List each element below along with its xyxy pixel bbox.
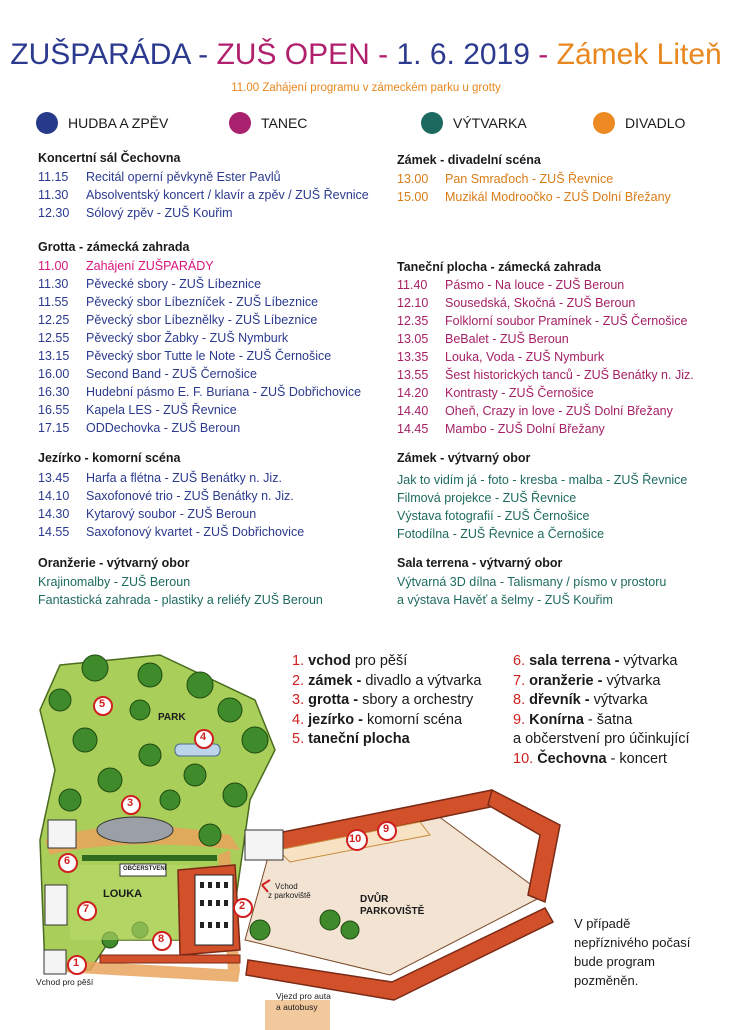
section-title-zamek-divadlo: Zámek - divadelní scéna (397, 153, 541, 167)
legend-place: vchod (308, 653, 351, 669)
schedule-row (38, 383, 361, 401)
legend-label: TANEC (261, 115, 308, 131)
legend-number: 6. (513, 653, 526, 669)
legend-number: 8. (513, 692, 526, 708)
schedule-row: Jak to vidím já - foto - kresba - malba - ZUŠ Řevnice (397, 473, 688, 487)
row-text: Kapela LES - ZUŠ Řevnice (86, 403, 237, 417)
map-label-entrance-parking: Vchod (275, 882, 298, 891)
map-marker-8: 8 (158, 933, 165, 945)
map-label-louka: LOUKA (103, 888, 143, 900)
map-marker-7: 7 (83, 903, 90, 915)
row-text: Pěvecký sbor Líbeznělky - ZUŠ Líbeznice (86, 313, 318, 327)
schedule-row (38, 186, 369, 204)
row-time: 12.55 (38, 331, 70, 345)
legend-place: zámek - (308, 672, 362, 689)
legend-label: VÝTVARKA (453, 115, 527, 131)
title-separator: - (369, 38, 397, 71)
map-legend-item (513, 652, 690, 672)
schedule-row (397, 312, 687, 330)
row-time: 16.00 (38, 367, 70, 381)
legend-place: Čechovna (537, 750, 607, 767)
row-time: 11.30 (38, 188, 69, 202)
schedule-row (38, 523, 304, 541)
schedule-row: Filmová projekce - ZUŠ Řevnice (397, 491, 577, 505)
row-text: Pěvecký sbor Tutte le Note - ZUŠ Černošice (86, 349, 332, 363)
row-time: 14.55 (38, 525, 70, 539)
map-legend-item (292, 691, 481, 711)
row-text: Louka, Voda - ZUŠ Nymburk (445, 350, 605, 364)
legend-place: Konírna (529, 711, 584, 728)
row-time: 11.00 (38, 259, 69, 273)
legend-item-hudba (36, 108, 168, 138)
legend-dot (421, 112, 443, 134)
row-text: Sólový zpěv - ZUŠ Kouřim (86, 206, 233, 220)
schedule-row: Výstava fotografií - ZUŠ Černošice (397, 509, 590, 523)
row-text: Pásmo - Na louce - ZUŠ Beroun (445, 278, 625, 292)
title-part-zusparada: ZUŠPARÁDA (10, 38, 190, 71)
row-text: Saxofonové trio - ZUŠ Benátky n. Jiz. (86, 489, 294, 503)
row-time: 17.15 (38, 421, 70, 435)
map-marker-9: 9 (383, 823, 390, 835)
legend-desc: pro pěší (350, 653, 408, 669)
legend-number: 10. (513, 750, 534, 767)
grotta (97, 817, 173, 843)
legend-desc: divadlo a výtvarka (361, 672, 482, 689)
legend-desc: sbory a orchestry (358, 692, 474, 708)
row-text: Kontrasty - ZUŠ Černošice (445, 386, 594, 400)
row-time: 14.20 (397, 386, 429, 400)
map-legend-item (513, 711, 690, 731)
legend-dot (229, 112, 251, 134)
section-title-sala-terrena: Sala terrena - výtvarný obor (397, 556, 563, 570)
map-label-park: PARK (158, 712, 186, 723)
row-time: 13.55 (397, 368, 429, 382)
map-marker-10: 10 (349, 833, 362, 845)
row-text: Second Band - ZUŠ Černošice (86, 367, 257, 381)
legend-dot (593, 112, 615, 134)
row-text: BeBalet - ZUŠ Beroun (445, 332, 569, 346)
title-part-venue: Zámek Liteň (556, 38, 722, 71)
legend-desc: - šatna (583, 711, 633, 728)
legend-desc: a občerstvení pro účinkující (513, 731, 690, 747)
pavilion-gate (44, 950, 66, 974)
row-text: Oheň, Crazy in love - ZUŠ Dolní Břežany (445, 404, 673, 418)
row-time: 14.45 (397, 422, 429, 436)
row-time: 14.30 (38, 507, 70, 521)
legend-place: dřevník - (529, 692, 590, 708)
map-legend-item (292, 652, 481, 672)
map-legend-item (292, 672, 481, 692)
schedule-row (38, 401, 237, 419)
schedule-row (38, 487, 294, 505)
section-title-grotta: Grotta - zámecká zahrada (38, 240, 190, 254)
row-time: 11.55 (38, 295, 69, 309)
map-label-vehicle-entrance: Vjezd pro auta (276, 991, 331, 1001)
legend-desc: výtvarka (602, 672, 661, 689)
schedule-row (397, 420, 605, 438)
row-text: Absolventský koncert / klavír a zpěv / ZUŠ Řevnice (86, 188, 369, 202)
schedule-row (38, 329, 288, 347)
schedule-row (38, 293, 318, 311)
schedule-row (38, 275, 261, 293)
legend-place: jezírko - (308, 711, 363, 728)
map-legend-item (513, 691, 690, 711)
row-text: Muzikál Modroočko - ZUŠ Dolní Břežany (445, 190, 671, 204)
row-time: 11.15 (38, 170, 69, 184)
schedule-row: Fantastická zahrada - plastiky a reliéfy ZUŠ Beroun (38, 593, 323, 607)
row-text: Sousedská, Skočná - ZUŠ Beroun (445, 296, 636, 310)
schedule-row (38, 469, 282, 487)
schedule-row (38, 204, 233, 222)
row-time: 13.45 (38, 471, 70, 485)
legend-number: 9. (513, 711, 526, 728)
legend-label: HUDBA A ZPĚV (68, 115, 169, 131)
pavilion-konirna (245, 830, 283, 860)
section-title-oranzerie: Oranžerie - výtvarný obor (38, 556, 190, 570)
schedule-row (397, 276, 624, 294)
row-time: 15.00 (397, 190, 429, 204)
schedule-row (397, 294, 635, 312)
legend-desc: - koncert (606, 750, 667, 767)
row-text: Hudební pásmo E. F. Buriana - ZUŠ Dobřichovice (86, 385, 362, 399)
note-line: bude program (574, 954, 655, 969)
legend-desc: výtvarka (589, 692, 648, 708)
map-marker-2: 2 (239, 900, 246, 912)
title-separator: - (189, 38, 217, 71)
schedule-row (397, 330, 569, 348)
row-text: Zahájení ZUŠPARÁDY (86, 259, 214, 273)
row-text: Pěvecký sbor Líbezníček - ZUŠ Líbeznice (86, 295, 319, 309)
map-marker-6: 6 (64, 855, 71, 867)
schedule-row: a výstava Havěť a šelmy - ZUŠ Kouřim (397, 593, 613, 607)
pavilion-oranzerie (45, 885, 67, 925)
section-title-cechovna: Koncertní sál Čechovna (38, 151, 181, 165)
schedule-row (38, 347, 331, 365)
map-label-vehicle-entrance: a autobusy (276, 1002, 318, 1012)
legend-dot (36, 112, 58, 134)
row-time: 16.55 (38, 403, 70, 417)
legend-item-tanec (229, 108, 307, 138)
schedule-row (38, 505, 256, 523)
page-title (0, 38, 732, 72)
schedule-row (38, 365, 257, 383)
row-time: 16.30 (38, 385, 70, 399)
map-legend-item (513, 730, 690, 750)
row-text: Mambo - ZUŠ Dolní Břežany (445, 422, 605, 436)
map-label-pedestrian-entrance: Vchod pro pěší (36, 977, 94, 987)
row-time: 11.30 (38, 277, 69, 291)
row-time: 14.40 (397, 404, 429, 418)
schedule-row (38, 311, 317, 329)
row-text: ODDechovka - ZUŠ Beroun (86, 421, 241, 435)
map-legend-item (513, 672, 690, 692)
map-label-refreshment: OBČERSTVENÍ (123, 866, 167, 872)
schedule-row (397, 188, 671, 206)
row-time: 13.05 (397, 332, 429, 346)
map-marker-4: 4 (200, 731, 207, 743)
schedule-row: Fotodílna - ZUŠ Řevnice a Černošice (397, 527, 605, 541)
legend-place: oranžerie - (529, 672, 603, 689)
title-separator: - (529, 38, 557, 71)
row-text: Pěvecké sbory - ZUŠ Líbeznice (86, 277, 262, 291)
map-legend-right (513, 652, 690, 769)
note-line: nepříznivého počasí (574, 935, 691, 950)
legend-number: 3. (292, 692, 305, 708)
schedule-row (397, 348, 604, 366)
row-time: 12.35 (397, 314, 429, 328)
legend-place: sala terrena - (529, 653, 620, 669)
legend-label: DIVADLO (625, 115, 686, 131)
row-text: Pan Smraďoch - ZUŠ Řevnice (445, 172, 614, 186)
schedule-row (38, 419, 240, 437)
row-text: Šest historických tanců - ZUŠ Benátky n. Jiz. (445, 368, 694, 382)
row-time: 13.00 (397, 172, 429, 186)
note-line: pozměněn. (574, 973, 639, 988)
row-text: Saxofonový kvartet - ZUŠ Dobřichovice (86, 525, 305, 539)
schedule-row (397, 170, 613, 188)
schedule-row (38, 168, 281, 186)
legend-number: 7. (513, 672, 526, 689)
row-text: Recitál operní pěvkyně Ester Pavlů (86, 170, 281, 184)
row-time: 14.10 (38, 489, 70, 503)
legend-number: 1. (292, 653, 305, 669)
map-legend-item (292, 711, 481, 731)
title-part-date: 1. 6. 2019 (396, 38, 530, 71)
row-time: 12.10 (397, 296, 429, 310)
map-legend-left (292, 652, 481, 750)
schedule-row (38, 257, 214, 275)
map-marker-1: 1 (73, 957, 80, 969)
pavilion-sala-terrena (48, 820, 76, 848)
row-time: 11.40 (397, 278, 428, 292)
note-line: V případě (574, 916, 631, 931)
legend-desc: komorní scéna (362, 711, 463, 728)
section-title-tanecni: Taneční plocha - zámecká zahrada (397, 260, 602, 274)
schedule-row: Výtvarná 3D dílna - Talismany / písmo v prostoru (397, 575, 667, 589)
legend-number: 2. (292, 672, 305, 689)
schedule-row (397, 366, 694, 384)
subtitle: 11.00 Zahájení programu v zámeckém parku u grotty (231, 82, 501, 94)
woodshed (100, 955, 240, 963)
section-title-jezirko: Jezírko - komorní scéna (38, 451, 181, 465)
map-label-dvur: DVŮR (360, 894, 389, 905)
legend-number: 5. (292, 731, 305, 747)
legend-number: 4. (292, 711, 305, 728)
row-time: 13.35 (397, 350, 429, 364)
legend-desc: výtvarka (619, 653, 678, 669)
map-label-parkoviste: PARKOVIŠTĚ (360, 906, 425, 917)
row-time: 12.25 (38, 313, 70, 327)
row-text: Folklorní soubor Pramínek - ZUŠ Černošice (445, 314, 688, 328)
map-label-entrance-parking: z parkoviště (268, 891, 311, 900)
row-text: Kytarový soubor - ZUŠ Beroun (86, 507, 257, 521)
row-time: 12.30 (38, 206, 70, 220)
hedge (82, 855, 217, 861)
map-marker-3: 3 (127, 797, 134, 809)
legend-item-divadlo (593, 108, 685, 138)
schedule-row (397, 384, 594, 402)
title-part-zus-open: ZUŠ OPEN (216, 38, 370, 71)
map-marker-5: 5 (99, 698, 106, 710)
map-legend-item (292, 730, 481, 750)
weather-note (574, 914, 690, 990)
row-text: Harfa a flétna - ZUŠ Benátky n. Jiz. (86, 471, 282, 485)
row-time: 13.15 (38, 349, 70, 363)
section-title-zamek-vytvarny: Zámek - výtvarný obor (397, 451, 531, 465)
legend-place: taneční plocha (308, 731, 410, 747)
row-text: Pěvecký sbor Žabky - ZUŠ Nymburk (86, 331, 289, 345)
schedule-row (397, 402, 673, 420)
schedule-row: Krajinomalby - ZUŠ Beroun (38, 575, 191, 589)
map-legend-item (513, 750, 690, 770)
legend-item-vytvarka (421, 108, 527, 138)
legend-place: grotta - (308, 692, 359, 708)
